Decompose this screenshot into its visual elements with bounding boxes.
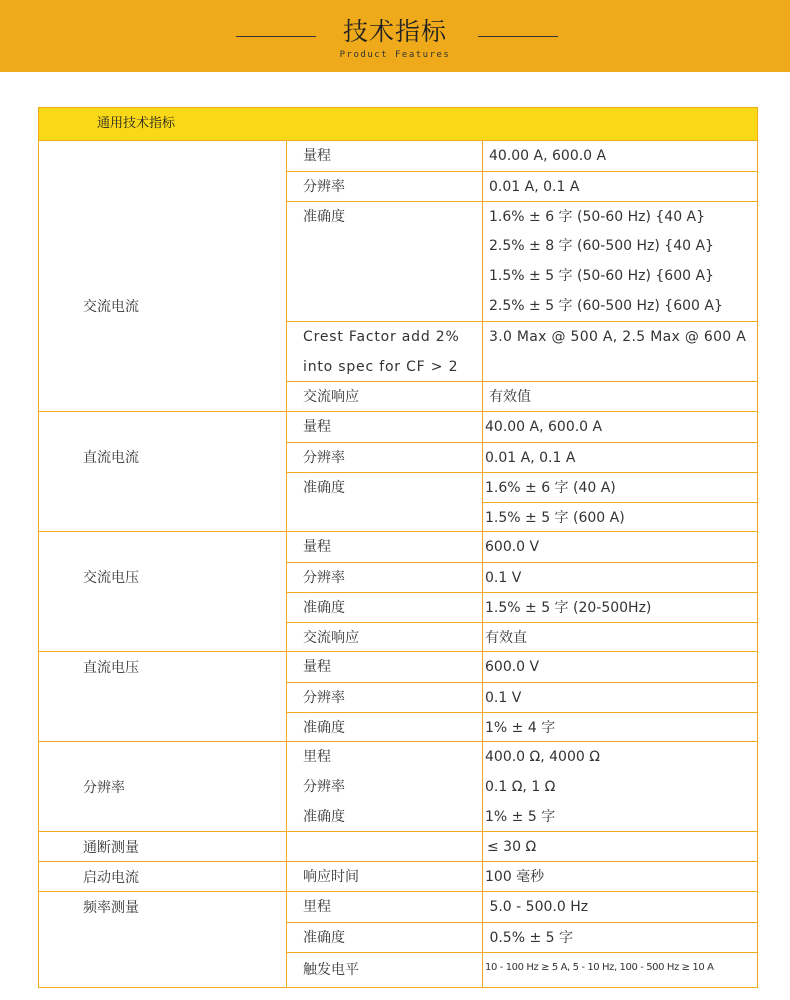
value-cell: 40.00 A, 600.0 A [485,419,603,435]
value-cell: 1.5% ± 5 字 (20-500Hz) [483,592,757,622]
section-dc-voltage [39,651,757,741]
param-label: 准确度 [287,201,483,321]
value-cell: 5.0 - 500.0 Hz [485,899,589,915]
category-label: 直流电压 [39,652,287,741]
title-divider-right [478,36,558,37]
category-label: 分辨率 [39,742,287,831]
spec-table [38,107,758,988]
value-cell: 有效值 [483,381,757,411]
param-label-line: Crest Factor add 2% [303,329,460,345]
value-cell: 1% ± 5 字 [485,809,556,825]
param-label: 触发电平 [287,952,483,987]
value-cell: 有效直 [483,622,757,651]
param-label: 准确度 [287,592,483,622]
category-label: 频率测量 [39,892,287,987]
value-cell: 10 - 100 Hz ≥ 5 A, 5 - 10 Hz, 100 - 500 Hz ≥ 10 A [483,952,757,987]
section-inrush-current [39,861,757,891]
spec-table-body [39,141,757,987]
param-label: 交流响应 [287,381,483,411]
param-label: 准确度 [287,472,483,531]
value-cell: 1.5% ± 5 字 (50-60 Hz) {600 A} [489,268,714,284]
page-title: 技术指标 [342,17,447,46]
param-label: 量程 [303,148,331,164]
section-ac-voltage [39,531,757,651]
category-label: 交流电压 [39,532,287,651]
section-dc-current [39,411,757,531]
value-cell: 3.0 Max @ 500 A, 2.5 Max @ 600 A [483,321,757,381]
param-label: 量程 [303,539,331,555]
value-cell: 40.00 A, 600.0 A [489,148,607,164]
value-cell: 1.6% ± 6 字 (50-60 Hz) {40 A} [483,201,757,231]
value-cell: 1.6% ± 6 字 (40 A) [483,472,757,502]
param-label: 量程 [303,659,331,675]
param-label-line: into spec for CF > 2 [303,359,459,375]
value-cell: 0.5% ± 5 字 [483,922,757,952]
value-cell: 600.0 V [485,539,540,555]
value-cell: ≤ 30 Ω [487,839,537,855]
param-label: 里程 [303,899,331,915]
param-label: 准确度 [287,922,483,952]
category-label: 通断测量 [39,832,287,861]
param-label: 分辨率 [287,682,483,712]
page-banner [0,0,790,72]
param-label [287,321,483,381]
param-label: 里程 [303,749,331,765]
param-label: 分辨率 [303,779,345,795]
category-label: 交流电流 [39,141,287,411]
param-label: 分辨率 [287,442,483,472]
section-resistance [39,741,757,831]
section-continuity [39,831,757,861]
section-ac-current [39,141,757,411]
spec-table-heading: 通用技术指标 [39,108,757,141]
value-cell: 0.01 A, 0.1 A [483,171,757,201]
param-label: 分辨率 [287,562,483,592]
category-label: 启动电流 [39,862,287,891]
param-label: 准确度 [287,712,483,741]
value-cell: 600.0 V [485,659,540,675]
value-cell: 1% ± 4 字 [483,712,757,741]
param-label [287,832,483,861]
category-label: 直流电流 [39,412,287,531]
section-frequency [39,891,757,987]
page-subtitle: Product Features [339,50,451,60]
value-cell: 2.5% ± 5 字 (60-500 Hz) {600 A} [489,298,723,314]
value-cell: 2.5% ± 8 字 (60-500 Hz) {40 A} [489,238,714,254]
param-label: 响应时间 [287,862,483,891]
value-cell: 0.1 V [483,682,757,712]
value-cell: 100 毫秒 [485,869,545,885]
param-label: 交流响应 [287,622,483,651]
value-cell: 0.01 A, 0.1 A [483,442,757,472]
param-label: 分辨率 [287,171,483,201]
param-label: 准确度 [303,809,345,825]
value-cell: 1.5% ± 5 字 (600 A) [483,502,757,531]
value-cell: 0.1 V [483,562,757,592]
param-label: 量程 [303,419,331,435]
value-cell: 400.0 Ω, 4000 Ω [485,749,600,765]
value-cell: 0.1 Ω, 1 Ω [485,779,556,795]
